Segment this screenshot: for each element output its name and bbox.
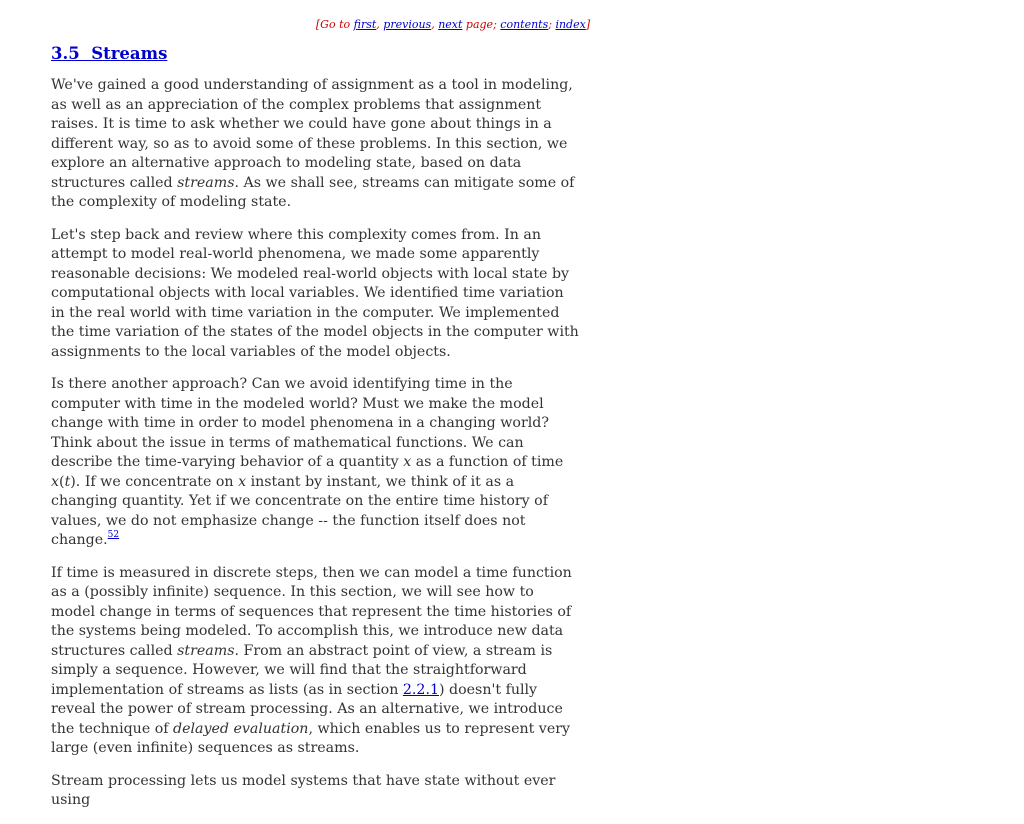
paragraph-4 — [51, 564, 581, 759]
paragraph-1 — [51, 76, 581, 213]
nav-contents-link[interactable]: contents — [500, 18, 549, 31]
nav-separator: , — [376, 18, 384, 31]
nav-prefix: [Go to — [315, 18, 354, 31]
footnote-marker — [108, 530, 119, 540]
paragraph-text: ) doesn't fully reveal the power of stream processing. As an alternative, we introduce the technique of — [51, 681, 563, 737]
nav-next-link[interactable]: next — [438, 18, 463, 31]
math-variable: x — [403, 454, 412, 470]
paragraph-2: Let's step back and review where this complexity comes from. In an attempt to model real-world phenomena, we made some apparently reasonable decisions: We modeled real-world objects with local state by computational objects with local variables. We identified time variation in the real world with time variation in the computer. We implemented the time variation of the states of the model objects in the computer with assignments to the local variables of the model objects. — [51, 226, 579, 360]
footnote-link[interactable]: 52 — [107, 530, 120, 540]
paragraph-text: instant by instant, we think of it as a changing quantity. Yet if we concentrate on the entire time history of values, we do not emphasize change -- the function itself does not change. — [51, 473, 548, 548]
paragraph-5: Stream processing lets us model systems that have state without ever using — [51, 772, 556, 808]
math-variable: t — [64, 473, 71, 490]
main-content — [51, 44, 581, 824]
nav-separator: , — [431, 18, 439, 31]
emphasis-term: streams — [177, 642, 235, 659]
section-heading-link[interactable]: 3.5 Streams — [51, 44, 168, 63]
math-variable: x — [51, 473, 60, 490]
paragraph-text: We've gained a good understanding of assignment as a tool in modeling, as well as an appreciation of the complex problems that assignment raises. It is time to ask whether we could have gone about things in a different way, so as to avoid some of these problems. In this section, we explore an alternative approach to modeling state, based on data structures called — [51, 77, 573, 191]
paragraph-3 — [51, 375, 581, 551]
paragraph-text: . From an abstract point of view, a stream is simply a sequence. However, we will find that the straightforward implementation of streams as lists (as in section — [51, 642, 553, 698]
nav-previous-link[interactable]: previous — [383, 18, 432, 31]
emphasis-term: delayed evaluation — [173, 720, 309, 737]
nav-index-link[interactable]: index — [555, 18, 586, 31]
paragraph-text: , which enables us to represent very large (even infinite) sequences as streams. — [51, 720, 571, 756]
paragraph-text: . As we shall see, streams can mitigate some of the complexity of modeling state. — [51, 174, 575, 210]
navigation-bar — [0, 18, 906, 32]
math-variable: x — [238, 473, 247, 490]
paragraph-text: Is there another approach? Can we avoid identifying time in the computer with time in the modeled world? Must we make the model change with time in order to model phenomena in a changing world? Think about the issue in terms of mathematical functions. We can describe the time-varying behavior of a quantity — [51, 376, 549, 470]
nav-separator: ; — [548, 18, 552, 31]
paragraph-text: ( — [59, 473, 65, 490]
section-reference-link[interactable]: 2.2.1 — [402, 681, 439, 698]
emphasis-term: streams — [177, 174, 235, 191]
paragraph-text: ). If we concentrate on — [70, 473, 239, 490]
section-heading — [51, 44, 581, 64]
nav-first-link[interactable]: first — [353, 18, 377, 31]
nav-suffix: ] — [585, 18, 591, 31]
paragraph-text: as a function of time — [411, 454, 564, 470]
paragraph-text: If time is measured in discrete steps, then we can model a time function as a (possibly infinite) sequence. In this section, we will see how to model change in terms of sequences that represent the time histories of the systems being modeled. To accomplish this, we introduce new data structures called — [51, 564, 572, 659]
nav-page-label: page; — [462, 18, 497, 31]
